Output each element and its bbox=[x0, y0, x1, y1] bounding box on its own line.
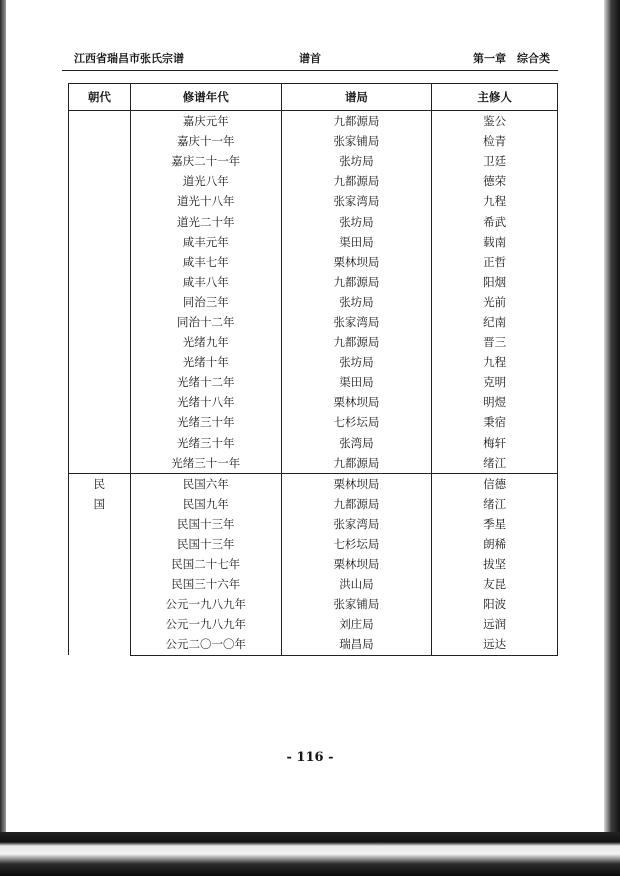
column-header-bureau: 谱局 bbox=[281, 84, 432, 111]
scan-edge-left bbox=[0, 0, 6, 876]
bureau-cell: 栗林坝局 bbox=[281, 554, 432, 574]
table-row bbox=[69, 272, 558, 292]
table-row bbox=[69, 494, 558, 514]
bureau-cell: 九都源局 bbox=[281, 332, 432, 352]
chief-editor-cell: 秉宿 bbox=[432, 412, 558, 432]
table-header-row bbox=[69, 84, 558, 111]
qing-dynasty-rows bbox=[69, 111, 558, 474]
bureau-cell: 九都源局 bbox=[281, 272, 432, 292]
bureau-cell: 渠田局 bbox=[281, 372, 432, 392]
chief-editor-cell: 梅轩 bbox=[432, 433, 558, 453]
revision-year-cell: 公元二〇一〇年 bbox=[130, 634, 281, 655]
revision-year-cell: 咸丰元年 bbox=[130, 232, 281, 252]
chief-editor-cell: 明煜 bbox=[432, 392, 558, 412]
revision-year-cell: 公元一九八九年 bbox=[130, 614, 281, 634]
revision-year-cell: 公元一九八九年 bbox=[130, 594, 281, 614]
chief-editor-cell: 克明 bbox=[432, 372, 558, 392]
table-row bbox=[69, 392, 558, 412]
republic-era-rows bbox=[69, 473, 558, 655]
bureau-cell: 七杉坛局 bbox=[281, 534, 432, 554]
bureau-cell: 九都源局 bbox=[281, 171, 432, 191]
bureau-cell: 张家湾局 bbox=[281, 514, 432, 534]
bureau-cell: 瑞昌局 bbox=[281, 634, 432, 655]
table-row bbox=[69, 433, 558, 453]
chief-editor-cell: 友昆 bbox=[432, 574, 558, 594]
bureau-cell: 张坊局 bbox=[281, 352, 432, 372]
table-row bbox=[69, 554, 558, 574]
revision-year-cell: 嘉庆二十一年 bbox=[130, 151, 281, 171]
bureau-cell: 刘庄局 bbox=[281, 614, 432, 634]
bureau-cell: 张坊局 bbox=[281, 292, 432, 312]
revision-year-cell: 光绪三十年 bbox=[130, 412, 281, 432]
table-row bbox=[69, 473, 558, 494]
chief-editor-cell: 朗稀 bbox=[432, 534, 558, 554]
chief-editor-cell: 希武 bbox=[432, 211, 558, 231]
revision-year-cell: 民国二十七年 bbox=[130, 554, 281, 574]
table-row bbox=[69, 372, 558, 392]
table-row bbox=[69, 352, 558, 372]
chief-editor-cell: 光前 bbox=[432, 292, 558, 312]
table-row bbox=[69, 252, 558, 272]
scan-edge-bottom bbox=[0, 832, 620, 876]
table-row bbox=[69, 514, 558, 534]
bureau-cell: 洪山局 bbox=[281, 574, 432, 594]
table-row bbox=[69, 312, 558, 332]
bureau-cell: 渠田局 bbox=[281, 232, 432, 252]
revision-year-cell: 民国十三年 bbox=[130, 514, 281, 534]
revision-year-cell: 嘉庆元年 bbox=[130, 111, 281, 132]
header-book-title: 江西省瑞昌市张氏宗谱 bbox=[74, 52, 184, 65]
bureau-cell: 张家铺局 bbox=[281, 131, 432, 151]
table-row bbox=[69, 191, 558, 211]
chief-editor-cell: 晋三 bbox=[432, 332, 558, 352]
column-header-chief-editor: 主修人 bbox=[432, 84, 558, 111]
revision-year-cell: 民国三十六年 bbox=[130, 574, 281, 594]
revision-year-cell: 道光八年 bbox=[130, 171, 281, 191]
table-row bbox=[69, 211, 558, 231]
bureau-cell: 张家铺局 bbox=[281, 594, 432, 614]
revision-year-cell: 同治三年 bbox=[130, 292, 281, 312]
column-header-dynasty: 朝代 bbox=[69, 84, 131, 111]
chief-editor-cell: 拔坚 bbox=[432, 554, 558, 574]
header-section-title: 谱首 bbox=[299, 52, 321, 65]
chief-editor-cell: 绪江 bbox=[432, 494, 558, 514]
table-row bbox=[69, 292, 558, 312]
table-row bbox=[69, 332, 558, 352]
revision-year-cell: 嘉庆十一年 bbox=[130, 131, 281, 151]
scan-edge-right bbox=[604, 0, 620, 876]
revision-year-cell: 光绪十八年 bbox=[130, 392, 281, 412]
table-row bbox=[69, 111, 558, 132]
chief-editor-cell: 检青 bbox=[432, 131, 558, 151]
table-row bbox=[69, 594, 558, 614]
revision-year-cell: 道光十八年 bbox=[130, 191, 281, 211]
revision-year-cell: 民国九年 bbox=[130, 494, 281, 514]
dynasty-cell bbox=[69, 473, 131, 655]
bureau-cell: 栗林坝局 bbox=[281, 473, 432, 494]
table-row bbox=[69, 151, 558, 171]
bureau-cell: 九都源局 bbox=[281, 111, 432, 132]
dynasty-label-char: 民 bbox=[93, 476, 106, 491]
table-row bbox=[69, 453, 558, 474]
bureau-cell: 张家湾局 bbox=[281, 191, 432, 211]
genealogy-revision-table bbox=[68, 83, 558, 656]
table-row bbox=[69, 574, 558, 594]
table-row bbox=[69, 634, 558, 655]
bureau-cell: 栗林坝局 bbox=[281, 252, 432, 272]
revision-year-cell: 光绪九年 bbox=[130, 332, 281, 352]
table-row bbox=[69, 171, 558, 191]
bureau-cell: 九都源局 bbox=[281, 494, 432, 514]
dynasty-cell bbox=[69, 111, 131, 474]
chief-editor-cell: 正哲 bbox=[432, 252, 558, 272]
bureau-cell: 张湾局 bbox=[281, 433, 432, 453]
bureau-cell: 张坊局 bbox=[281, 211, 432, 231]
bureau-cell: 七杉坛局 bbox=[281, 412, 432, 432]
header-chapter-title: 第一章 综合类 bbox=[473, 52, 550, 65]
page-number: - 116 - bbox=[286, 750, 334, 765]
chief-editor-cell: 载南 bbox=[432, 232, 558, 252]
revision-year-cell: 咸丰八年 bbox=[130, 272, 281, 292]
dynasty-label-char: 国 bbox=[93, 496, 106, 511]
table-row bbox=[69, 131, 558, 151]
chief-editor-cell: 纪南 bbox=[432, 312, 558, 332]
revision-year-cell: 道光二十年 bbox=[130, 211, 281, 231]
table-row bbox=[69, 412, 558, 432]
chief-editor-cell: 鉴公 bbox=[432, 111, 558, 132]
chief-editor-cell: 季星 bbox=[432, 514, 558, 534]
chief-editor-cell: 远润 bbox=[432, 614, 558, 634]
bureau-cell: 张家湾局 bbox=[281, 312, 432, 332]
revision-year-cell: 民国十三年 bbox=[130, 534, 281, 554]
table-row bbox=[69, 232, 558, 252]
chief-editor-cell: 阳烟 bbox=[432, 272, 558, 292]
chief-editor-cell: 九程 bbox=[432, 352, 558, 372]
chief-editor-cell: 德荣 bbox=[432, 171, 558, 191]
bureau-cell: 九都源局 bbox=[281, 453, 432, 474]
running-header bbox=[62, 48, 558, 68]
revision-year-cell: 光绪十二年 bbox=[130, 372, 281, 392]
bureau-cell: 栗林坝局 bbox=[281, 392, 432, 412]
table-row bbox=[69, 534, 558, 554]
chief-editor-cell: 信德 bbox=[432, 473, 558, 494]
column-header-revision-year: 修谱年代 bbox=[130, 84, 281, 111]
chief-editor-cell: 九程 bbox=[432, 191, 558, 211]
chief-editor-cell: 卫廷 bbox=[432, 151, 558, 171]
revision-year-cell: 同治十二年 bbox=[130, 312, 281, 332]
chief-editor-cell: 绪江 bbox=[432, 453, 558, 474]
table-row bbox=[69, 614, 558, 634]
bureau-cell: 张坊局 bbox=[281, 151, 432, 171]
chief-editor-cell: 阳波 bbox=[432, 594, 558, 614]
chief-editor-cell: 远达 bbox=[432, 634, 558, 655]
revision-year-cell: 光绪三十一年 bbox=[130, 453, 281, 474]
header-rule bbox=[62, 70, 558, 71]
revision-year-cell: 民国六年 bbox=[130, 473, 281, 494]
revision-year-cell: 光绪十年 bbox=[130, 352, 281, 372]
revision-year-cell: 光绪三十年 bbox=[130, 433, 281, 453]
revision-year-cell: 咸丰七年 bbox=[130, 252, 281, 272]
